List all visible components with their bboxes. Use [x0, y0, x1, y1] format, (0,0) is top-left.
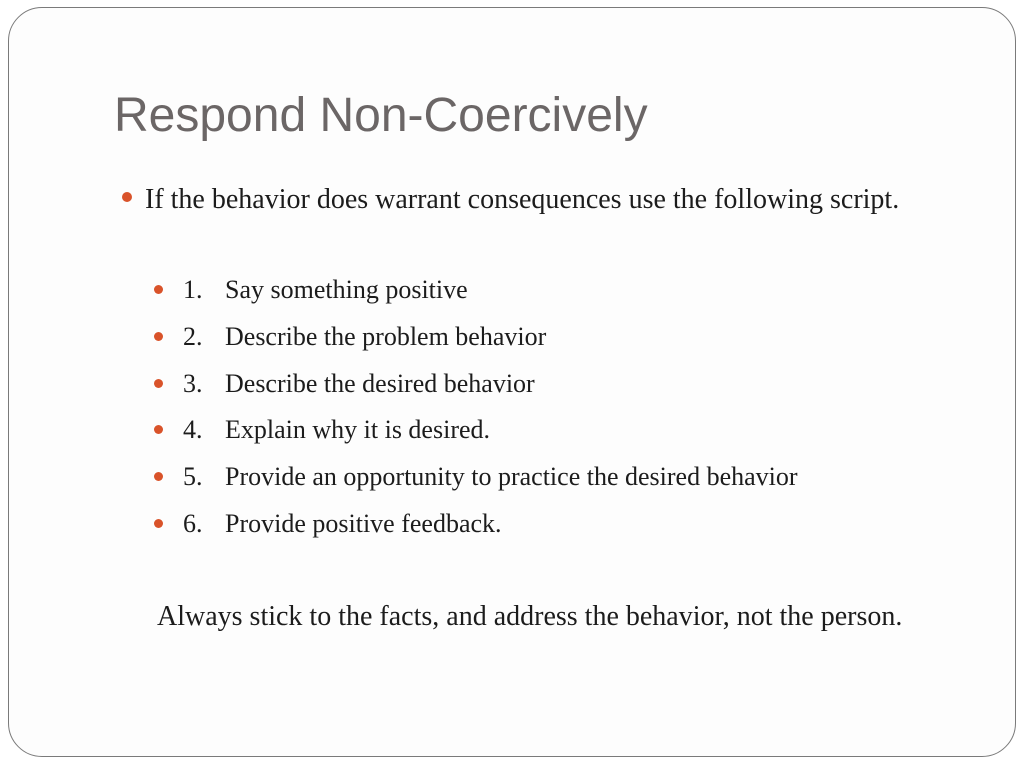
- step-text: Provide an opportunity to practice the desired behavior: [225, 462, 798, 492]
- slide-frame: [8, 7, 1016, 757]
- closing-note: Always stick to the facts, and address the behavior, not the person.: [157, 601, 903, 632]
- list-item: [153, 410, 933, 457]
- main-bullet-text: If the behavior does warrant consequences use the following script.: [145, 184, 900, 215]
- step-text: Explain why it is desired.: [225, 415, 491, 445]
- bullet-dot-icon: [154, 379, 163, 388]
- step-number: 6.: [183, 508, 203, 538]
- list-item: [153, 364, 933, 411]
- step-number: 3.: [183, 368, 203, 398]
- bullet-dot-icon: [122, 192, 132, 202]
- bullet-dot-icon: [154, 472, 163, 481]
- list-item: [153, 504, 933, 551]
- bullet-dot-icon: [154, 332, 163, 341]
- bullet-dot-icon: [154, 285, 163, 294]
- step-number: 2.: [183, 321, 203, 351]
- list-item: [153, 317, 933, 364]
- script-steps-list: [153, 270, 933, 551]
- step-number: 4.: [183, 415, 203, 445]
- step-text: Say something positive: [225, 275, 468, 304]
- bullet-dot-icon: [154, 519, 163, 528]
- slide-title: Respond Non-Coercively: [114, 89, 648, 142]
- list-item: [153, 270, 933, 317]
- step-text: Provide positive feedback.: [225, 508, 502, 538]
- step-number: 1.: [183, 275, 203, 304]
- step-number: 5.: [183, 462, 203, 492]
- step-text: Describe the desired behavior: [225, 368, 535, 398]
- step-text: Describe the problem behavior: [225, 321, 547, 351]
- bullet-dot-icon: [154, 425, 163, 434]
- list-item: [153, 457, 933, 504]
